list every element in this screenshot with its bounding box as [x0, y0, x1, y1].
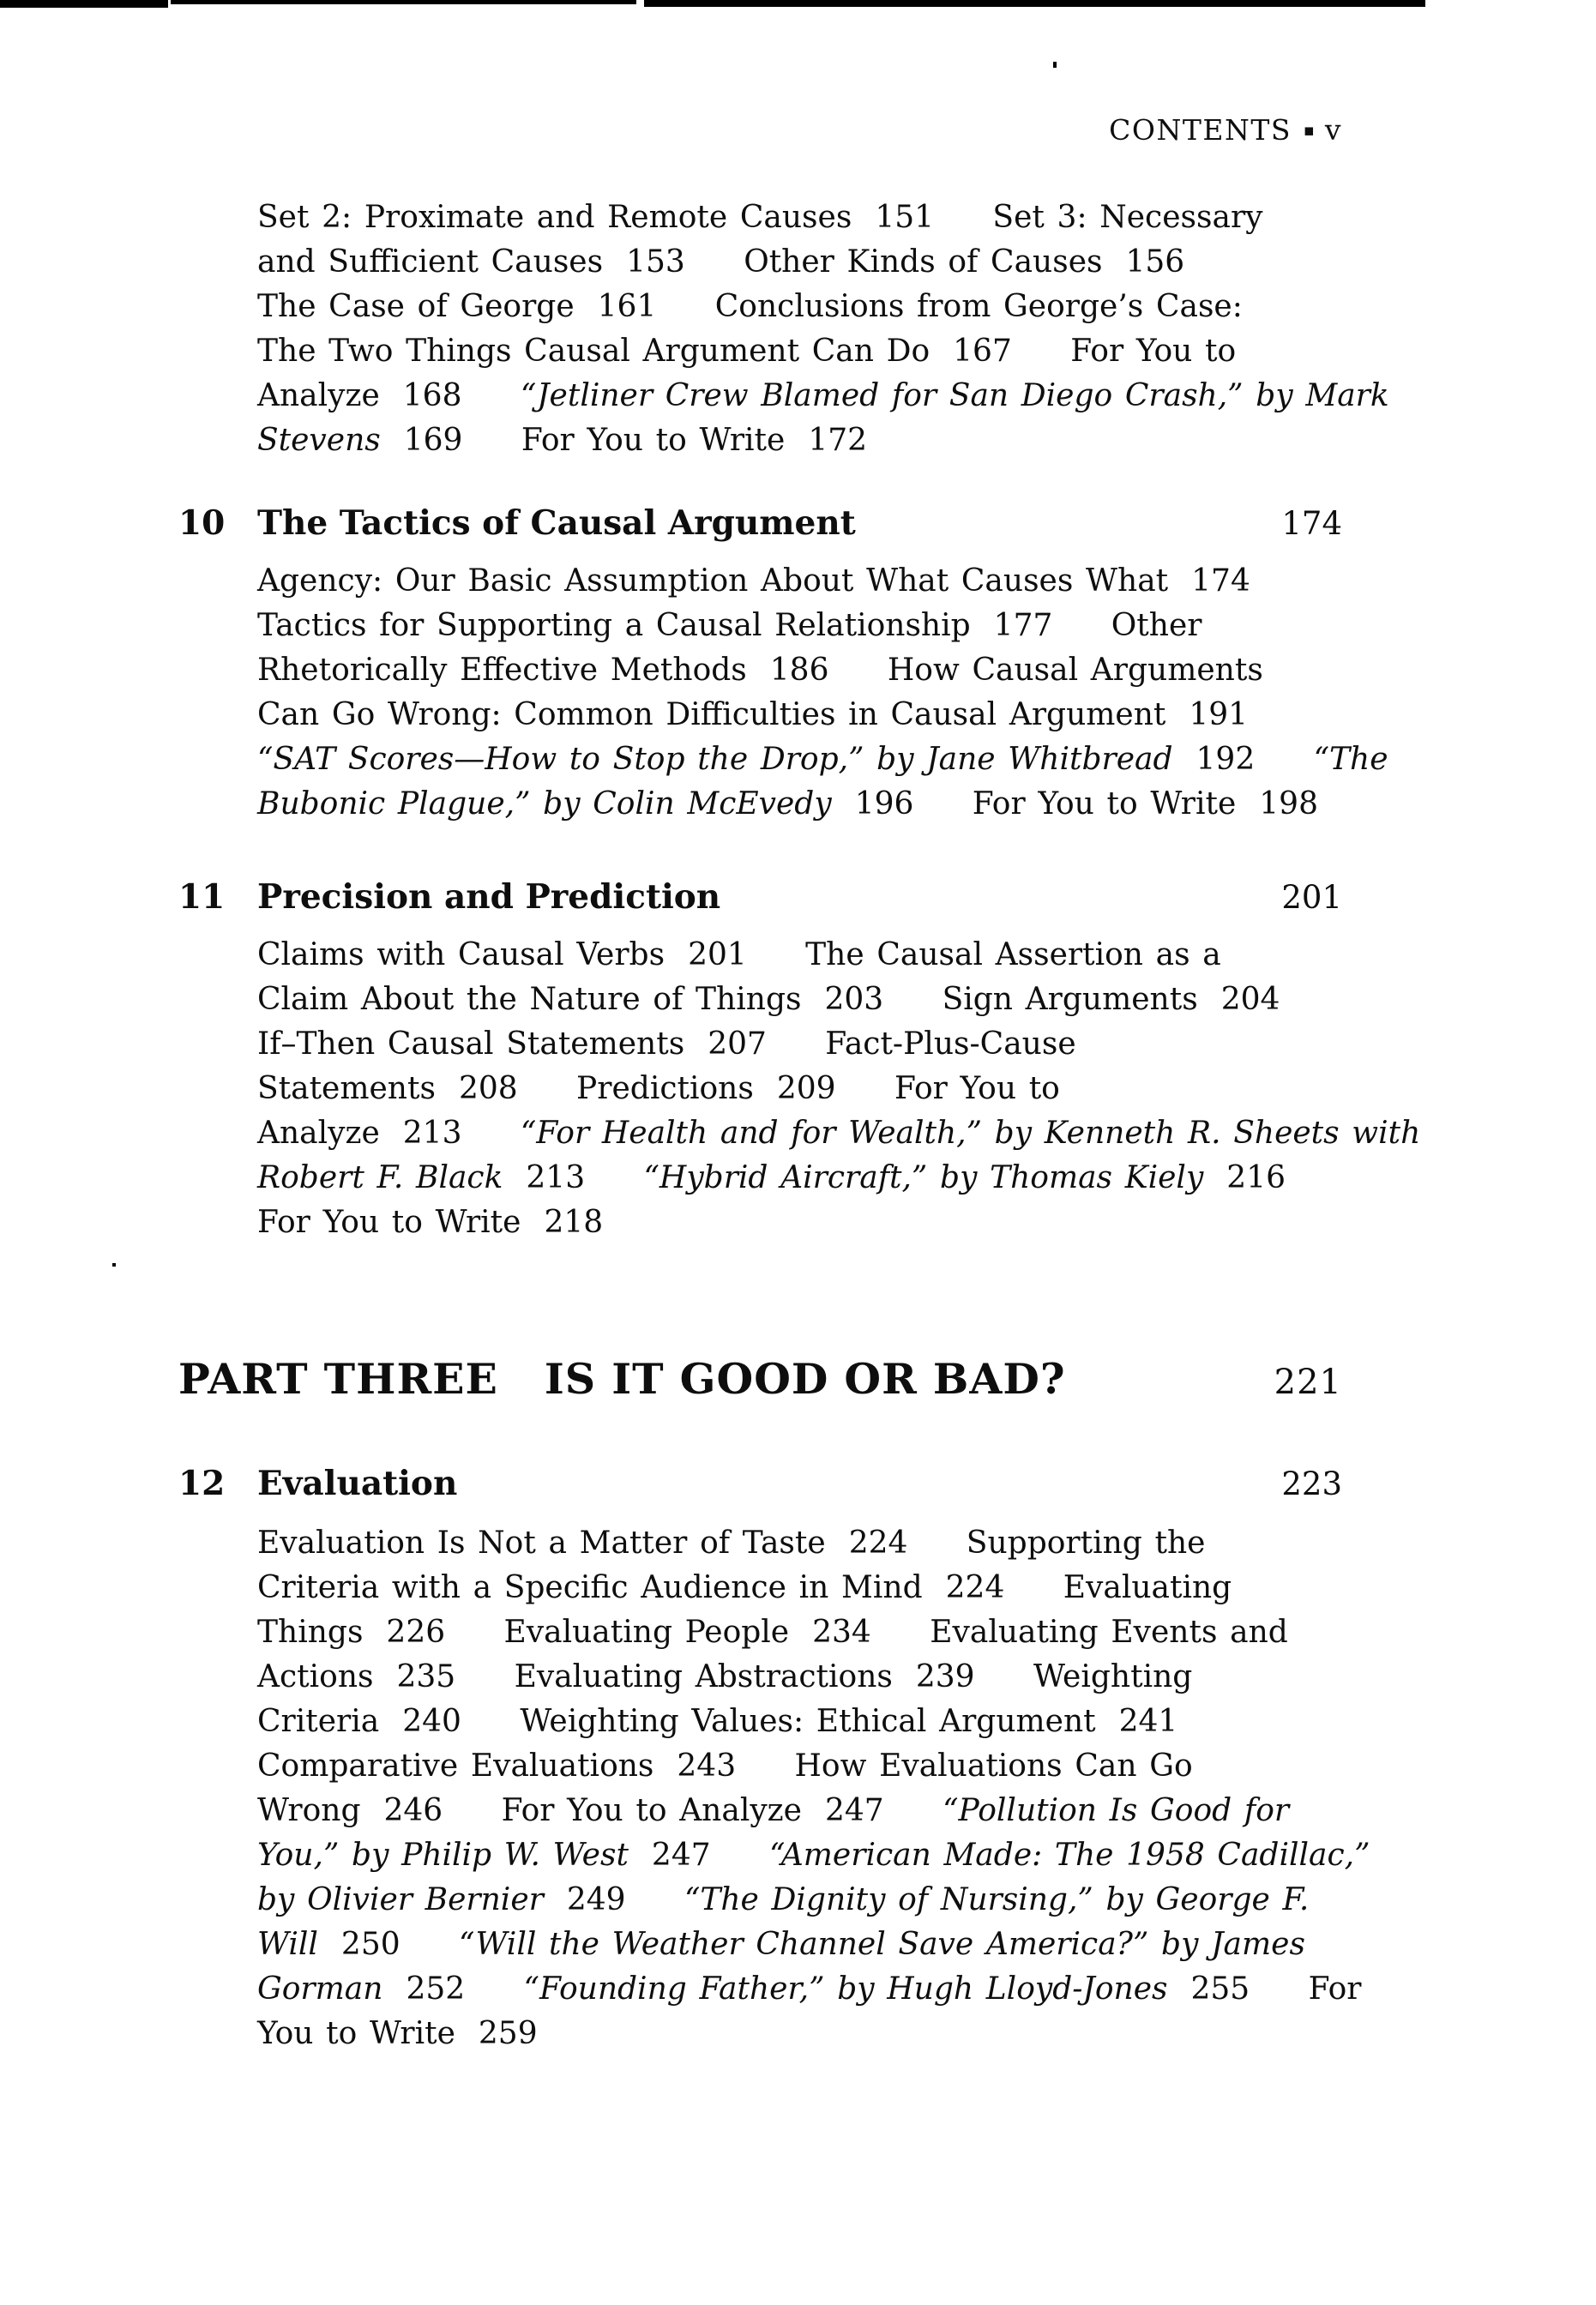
reading-title: “Jetliner Crew Blamed for San Diego Crash,” by Mark: [520, 378, 1389, 413]
toc-entry-text: Predictions: [576, 1071, 754, 1106]
toc-line: [257, 604, 1342, 648]
toc-line: [257, 1789, 1342, 1833]
toc-entry-page-number: 255: [1190, 1971, 1250, 2007]
toc-entry-page-number: 174: [1191, 563, 1250, 599]
toc-entry-text: How Evaluations Can Go: [794, 1748, 1193, 1784]
toc-entry-text: Things: [257, 1615, 364, 1650]
toc-entry-page-number: 196: [854, 786, 914, 821]
toc-entry-text: Rhetorically Effective Methods: [257, 653, 747, 688]
toc-line: [257, 285, 1342, 329]
toc-line: [257, 1111, 1421, 1156]
toc-entry-text: For You to: [1070, 334, 1237, 369]
part-label: PART THREE: [178, 1354, 498, 1404]
toc-entry-text: Evaluating People: [503, 1615, 790, 1650]
toc-entry-page-number: 177: [993, 608, 1053, 643]
toc-entry-text: Fact-Plus-Cause: [825, 1026, 1076, 1062]
toc-line: [257, 1833, 1370, 1878]
reading-title: “SAT Scores—How to Stop the Drop,” by Jane Whitbread: [257, 742, 1173, 777]
toc-entry-page-number: 213: [526, 1160, 586, 1195]
chapter-number: 11: [178, 877, 226, 917]
toc-entry-text: Actions: [257, 1659, 374, 1694]
running-head: [257, 113, 1342, 147]
reading-title: Will: [257, 1927, 318, 1962]
toc-line: [257, 1067, 1342, 1111]
reading-title: You,” by Philip W. West: [257, 1838, 629, 1873]
scan-artifact-top-bar-left: [0, 0, 168, 8]
toc-entry-page-number: 161: [597, 289, 657, 324]
toc-entry-text: Set 2: Proximate and Remote Causes: [257, 200, 852, 235]
scan-artifact-top-bar-middle: [171, 0, 636, 4]
toc-entry-text: For You to Write: [521, 423, 786, 458]
toc-entry-page-number: 167: [953, 334, 1012, 369]
toc-blocks: [178, 196, 1421, 2056]
toc-entry-text: Analyze: [257, 378, 380, 413]
toc-entry-page-number: 201: [688, 937, 747, 972]
toc-entry-text: Can Go Wrong: Common Difficulties in Causal Argument: [257, 697, 1166, 732]
part-heading-three: [178, 1351, 1342, 1406]
toc-line: [257, 1201, 1342, 1245]
toc-paragraph-ch10: [257, 559, 1388, 827]
toc-entry-text: For You to Analyze: [501, 1793, 802, 1828]
toc-entry-text: The Two Things Causal Argument Can Do: [257, 334, 930, 369]
toc-entry-page-number: 153: [626, 244, 685, 280]
toc-entry-text: and Sufficient Causes: [257, 244, 604, 280]
toc-entry-page-number: 249: [566, 1882, 626, 1917]
toc-entry-text: Comparative Evaluations: [257, 1748, 654, 1784]
scan-artifact-speck-left: [112, 1263, 116, 1267]
toc-entry-page-number: 252: [406, 1971, 466, 2007]
toc-entry-page-number: 208: [458, 1071, 518, 1106]
toc-line: [257, 418, 1342, 463]
toc-entry-text: Supporting the: [966, 1526, 1206, 1561]
toc-entry-page-number: 239: [915, 1659, 975, 1694]
toc-line: [257, 1521, 1342, 1566]
toc-line: [257, 374, 1389, 418]
toc-entry-text: Set 3: Necessary: [992, 200, 1263, 235]
toc-line: [257, 1878, 1342, 1923]
toc-entry-text: For You to Write: [972, 786, 1237, 821]
toc-entry-page-number: 241: [1118, 1704, 1178, 1739]
toc-entry-text: Evaluation Is Not a Matter of Taste: [257, 1526, 826, 1561]
chapter-number: 10: [178, 503, 226, 543]
toc-entry-page-number: 207: [708, 1026, 767, 1062]
toc-line: [257, 240, 1342, 285]
toc-entry-page-number: 224: [945, 1570, 1005, 1605]
toc-line: [257, 648, 1342, 693]
chapter-page-number: 201: [1281, 879, 1342, 916]
chapter-heading-12: [178, 1461, 1342, 1506]
toc-entry-text: Evaluating Abstractions: [514, 1659, 893, 1694]
toc-line: [257, 933, 1342, 978]
chapter-title: Evaluation: [257, 1464, 458, 1503]
toc-entry-page-number: 186: [769, 653, 829, 688]
toc-paragraph-ch12: [257, 1521, 1370, 2056]
toc-entry-text: Weighting: [1033, 1659, 1193, 1694]
toc-line: [257, 1610, 1342, 1655]
reading-title: Gorman: [257, 1971, 383, 2007]
toc-entry-page-number: 247: [651, 1838, 711, 1873]
toc-entry-text: Other Kinds of Causes: [744, 244, 1103, 280]
toc-entry-text: The Case of George: [257, 289, 575, 324]
toc-line: [257, 1700, 1342, 1744]
toc-entry-page-number: 169: [403, 423, 463, 458]
toc-entry-text: Analyze: [257, 1116, 380, 1151]
reading-title: “The Dignity of Nursing,” by George F.: [684, 1882, 1310, 1917]
toc-entry-text: The Causal Assertion as a: [805, 937, 1221, 972]
toc-entry-text: Claim About the Nature of Things: [257, 982, 802, 1017]
toc-entry-text: For You to Write: [257, 1205, 521, 1240]
running-head-section: CONTENTS: [1109, 113, 1292, 147]
toc-entry-page-number: 250: [340, 1927, 401, 1962]
toc-entry-page-number: 240: [402, 1704, 461, 1739]
toc-paragraph-ch9: [257, 196, 1389, 463]
toc-entry-page-number: 247: [824, 1793, 884, 1828]
toc-line: [257, 559, 1342, 604]
reading-title: Robert F. Black: [257, 1160, 503, 1195]
toc-entry-page-number: 234: [812, 1615, 871, 1650]
reading-title: “Hybrid Aircraft,” by Thomas Kiely: [643, 1160, 1204, 1195]
scan-artifact-speck-top: [1053, 62, 1057, 68]
toc-entry-page-number: 246: [383, 1793, 443, 1828]
toc-entry-page-number: 151: [875, 200, 935, 235]
toc-entry-text: If–Then Causal Statements: [257, 1026, 685, 1062]
toc-entry-text: Evaluating: [1063, 1570, 1232, 1605]
toc-entry-page-number: 156: [1125, 244, 1185, 280]
toc-entry-page-number: 218: [544, 1205, 604, 1240]
toc-entry-text: Sign Arguments: [942, 982, 1198, 1017]
toc-line: [257, 693, 1342, 737]
scan-artifact-top-bar-right: [644, 0, 1425, 7]
toc-entry-text: For You to: [894, 1071, 1060, 1106]
toc-line: [257, 1923, 1342, 1967]
toc-entry-text: How Causal Arguments: [887, 653, 1263, 688]
toc-line: [257, 1566, 1342, 1610]
chapter-page-number: 223: [1281, 1465, 1342, 1502]
toc-entry-text: Criteria: [257, 1704, 380, 1739]
reading-title: by Olivier Bernier: [257, 1882, 544, 1917]
reading-title: Bubonic Plague,” by Colin McEvedy: [257, 786, 832, 821]
part-page-number: 221: [1274, 1363, 1342, 1402]
reading-title: Stevens: [257, 423, 381, 458]
toc-line: [257, 737, 1388, 782]
toc-entry-page-number: 213: [402, 1116, 462, 1151]
toc-entry-text: Wrong: [257, 1793, 361, 1828]
part-title: IS IT GOOD OR BAD?: [544, 1354, 1066, 1404]
toc-paragraph-ch11: [257, 933, 1421, 1245]
toc-entry-page-number: 216: [1226, 1160, 1286, 1195]
toc-entry-text: Tactics for Supporting a Causal Relationship: [257, 608, 971, 643]
toc-entry-page-number: 204: [1220, 982, 1280, 1017]
toc-entry-text: Criteria with a Specific Audience in Mind: [257, 1570, 923, 1605]
toc-entry-page-number: 198: [1259, 786, 1318, 821]
reading-title: “American Made: The 1958 Cadillac,”: [769, 1838, 1370, 1873]
toc-line: [257, 978, 1342, 1022]
toc-entry-page-number: 203: [824, 982, 884, 1017]
reading-title: “Will the Weather Channel Save America?” by James: [459, 1927, 1305, 1962]
reading-title: “For Health and for Wealth,” by Kenneth R. Sheets with: [520, 1116, 1421, 1151]
toc-entry-text: Claims with Causal Verbs: [257, 937, 666, 972]
reading-title: “Pollution Is Good for: [943, 1793, 1290, 1828]
chapter-page-number: 174: [1281, 505, 1342, 542]
toc-line: [257, 329, 1342, 374]
toc-line: [257, 782, 1342, 827]
toc-entry-page-number: 224: [848, 1526, 908, 1561]
toc-entry-page-number: 243: [677, 1748, 737, 1784]
toc-entry-page-number: 226: [386, 1615, 446, 1650]
toc-entry-text: Other: [1111, 608, 1202, 643]
toc-line: [257, 1655, 1342, 1700]
toc-entry-text: For: [1308, 1971, 1362, 2007]
toc-line: [257, 1156, 1342, 1201]
toc-entry-page-number: 192: [1195, 742, 1256, 777]
toc-line: [257, 1744, 1342, 1789]
running-head-page-number: v: [1324, 113, 1342, 147]
toc-entry-page-number: 168: [402, 378, 462, 413]
bullet-square-icon: ▪: [1303, 121, 1315, 140]
toc-entry-page-number: 191: [1189, 697, 1249, 732]
reading-title: “Founding Father,” by Hugh Lloyd-Jones: [523, 1971, 1168, 2007]
chapter-heading-11: [178, 875, 1342, 919]
chapter-title: Precision and Prediction: [257, 877, 721, 917]
toc-entry-page-number: 259: [478, 2016, 538, 2051]
toc-entry-page-number: 235: [396, 1659, 456, 1694]
chapter-number: 12: [178, 1464, 226, 1503]
toc-entry-page-number: 209: [776, 1071, 836, 1106]
chapter-title: The Tactics of Causal Argument: [257, 503, 856, 543]
toc-entry-text: Statements: [257, 1071, 436, 1106]
toc-line: [257, 1022, 1342, 1067]
reading-title: “The: [1313, 742, 1388, 777]
toc-entry-page-number: 172: [808, 423, 868, 458]
toc-line: [257, 196, 1342, 240]
toc-entry-text: Agency: Our Basic Assumption About What Causes What: [257, 563, 1169, 599]
toc-entry-text: You to Write: [257, 2016, 455, 2051]
toc-line: [257, 2012, 1342, 2056]
toc-line: [257, 1967, 1362, 2012]
toc-entry-text: Conclusions from George’s Case:: [714, 289, 1243, 324]
toc-entry-text: Evaluating Events and: [930, 1615, 1288, 1650]
chapter-heading-10: [178, 501, 1342, 545]
toc-entry-text: Weighting Values: Ethical Argument: [520, 1704, 1096, 1739]
